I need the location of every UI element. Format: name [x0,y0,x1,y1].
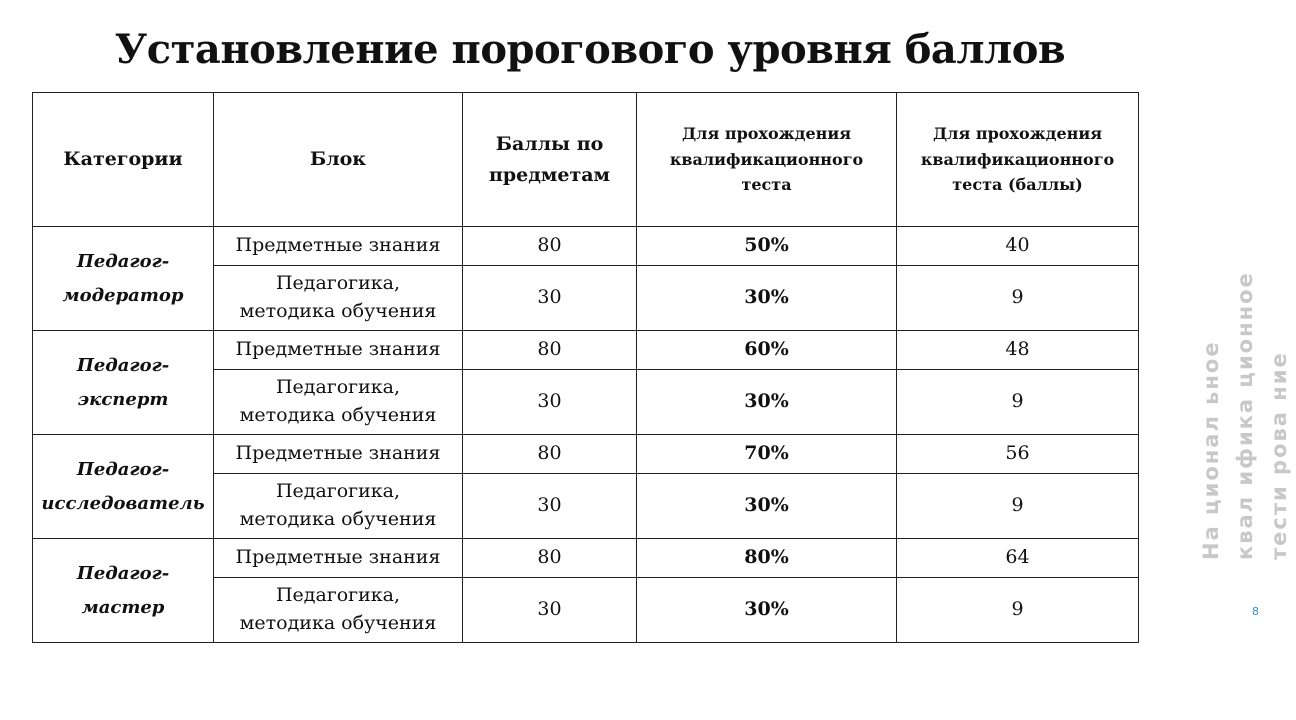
percent-cell: 50% [637,227,897,266]
points-cell: 80 [463,331,637,370]
header-points [463,93,637,227]
category-line: мастер [81,596,165,618]
percent-cell: 70% [637,435,897,474]
header-category: Категории [33,93,214,227]
score-cell: 9 [897,578,1139,643]
block-line: Педагогика, [275,584,401,607]
percent-cell: 80% [637,539,897,578]
block-line: методика обучения [239,300,437,322]
header-pass-points-line: теста (баллы) [952,175,1083,195]
score-cell: 56 [897,435,1139,474]
table-row [33,331,1139,370]
points-cell: 30 [463,578,637,643]
block-line: Предметные знания [235,338,441,361]
category-cell [33,331,214,435]
table-row [33,227,1139,266]
side-caption-line: На ционал ьное [1199,340,1223,560]
block-line: Педагогика, [275,480,401,503]
category-cell [33,227,214,331]
header-points-line: предметам [488,163,611,186]
percent-cell: 30% [637,266,897,331]
header-pass-percent [637,93,897,227]
category-line: исследователь [41,492,205,514]
header-block: Блок [214,93,463,227]
block-line: Предметные знания [235,442,441,465]
points-cell: 30 [463,266,637,331]
block-cell [214,331,463,370]
points-cell: 80 [463,227,637,266]
percent-cell: 30% [637,370,897,435]
category-line: Педагог- [76,459,170,481]
score-cell: 9 [897,474,1139,539]
percent-cell: 30% [637,474,897,539]
block-cell [214,578,463,643]
slide-title: Установление порогового уровня баллов [114,26,1066,73]
header-pass-percent-line: Для прохождения [681,124,852,144]
points-cell: 80 [463,435,637,474]
block-line: Предметные знания [235,234,441,257]
block-line: методика обучения [239,612,437,634]
block-line: Педагогика, [275,272,401,295]
category-line: Педагог- [76,563,170,585]
side-caption-line: квал ифика ционное [1233,271,1257,560]
header-pass-points-line: Для прохождения [932,124,1103,144]
block-line: методика обучения [239,404,437,426]
percent-cell: 30% [637,578,897,643]
block-cell [214,539,463,578]
header-pass-percent-line: квалификационного [669,149,864,169]
block-line: методика обучения [239,508,437,530]
side-caption-line: тести рова ние [1267,351,1291,560]
score-cell: 9 [897,370,1139,435]
category-line: Педагог- [76,251,170,273]
points-cell: 80 [463,539,637,578]
page-number: 8 [1252,605,1259,618]
block-cell [214,266,463,331]
table-row [33,539,1139,578]
threshold-table [32,92,1139,643]
table-row [33,435,1139,474]
points-cell: 30 [463,474,637,539]
score-cell: 9 [897,266,1139,331]
header-points-line: Баллы по [495,133,604,156]
block-cell [214,474,463,539]
category-cell [33,539,214,643]
percent-cell: 60% [637,331,897,370]
header-pass-percent-line: теста [741,175,792,195]
block-line: Педагогика, [275,376,401,399]
score-cell: 64 [897,539,1139,578]
block-cell [214,227,463,266]
category-cell [33,435,214,539]
table-header-row [33,93,1139,227]
block-cell [214,370,463,435]
category-line: эксперт [77,388,169,410]
category-line: модератор [62,284,184,306]
vertical-side-caption [1194,40,1291,560]
header-pass-points [897,93,1139,227]
points-cell: 30 [463,370,637,435]
category-line: Педагог- [76,355,170,377]
block-cell [214,435,463,474]
block-line: Предметные знания [235,546,441,569]
header-pass-points-line: квалификационного [920,149,1115,169]
score-cell: 48 [897,331,1139,370]
score-cell: 40 [897,227,1139,266]
